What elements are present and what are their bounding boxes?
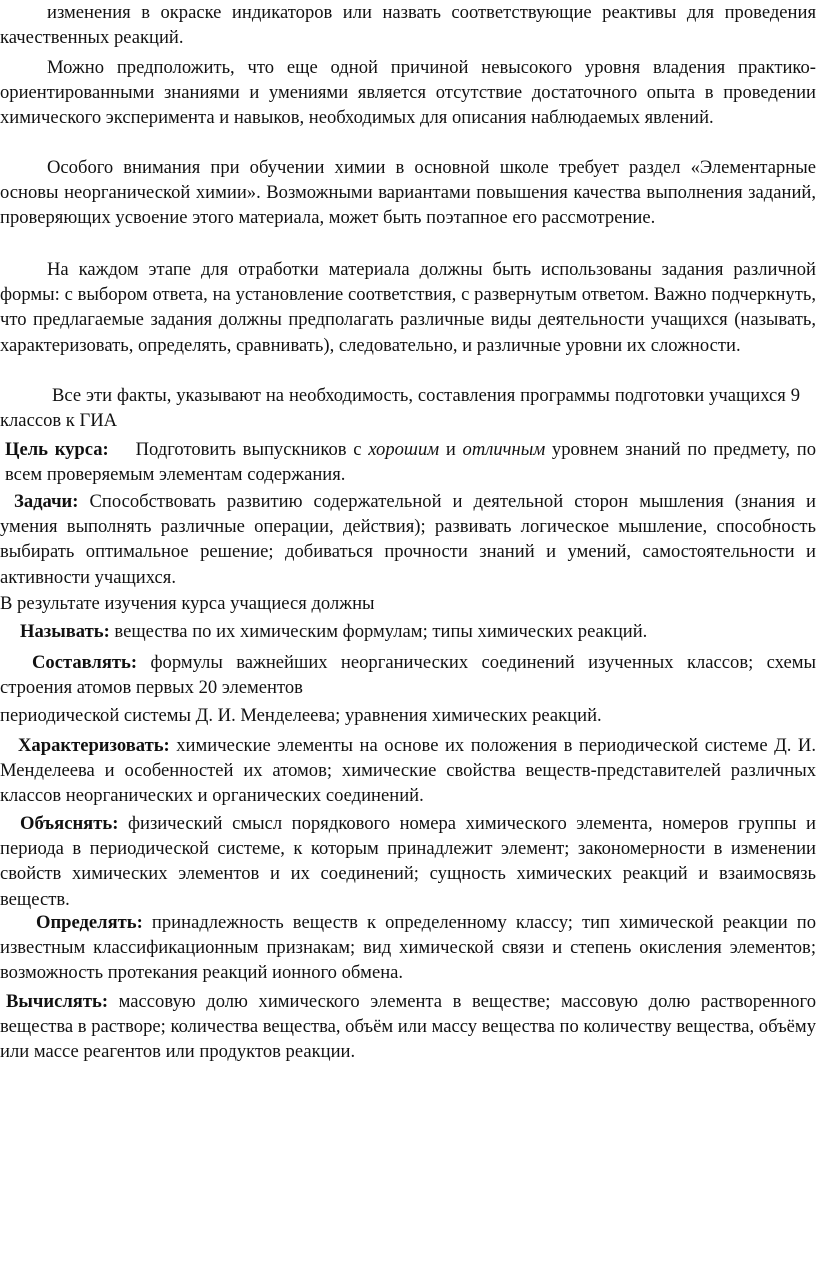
paragraph-facts: Все эти факты, указывают на необходимость, составления программы подготовки учащихся 9 классов к ГИА (0, 385, 800, 432)
skill-determine (0, 910, 816, 986)
skill-name-label: Называть: (20, 621, 110, 642)
course-goal-text-b: уровнем знаний по предмету, по всем проверяемым элементам содержания. (5, 439, 816, 486)
skill-explain (0, 811, 816, 912)
paragraph-task-forms: На каждом этапе для отработки материала должны быть использованы задания различной формы: с выбором ответа, на установление соответствия, с развернутым ответом. Важно подчеркнуть, что предлагаемые задания должны предполагать различные виды деятельности учащихся (называть, характеризовать, определять, сравнивать), следовательно, и различные уровни их сложности. (0, 259, 816, 356)
skill-characterize-text: химические элементы на основе их положения в периодической системе Д. И. Менделеева и особенностей их атомов; химические свойства веществ-представителей различных классов неорганических и органических соединений. (0, 735, 816, 807)
skill-name (0, 619, 816, 644)
course-tasks-text: Способствовать развитию содержательной и деятельной сторон мышления (знания и умения выполнять различные операции, действия); развивать логическое мышление, способность выбирать оптимальное решение; добиваться прочности знаний и умений, самостоятельности и активности учащихся. (0, 491, 816, 588)
paragraph-section-attention: Особого внимания при обучении химии в основной школе требует раздел «Элементарные основы неорганической химии». Возможными вариантами повышения качества выполнения заданий, проверяющих усвоение этого материала, может быть поэтапное его рассмотрение. (0, 157, 816, 229)
result-intro: В результате изучения курса учащиеся должны (0, 593, 375, 614)
skill-calculate-label: Вычислять: (6, 991, 109, 1012)
course-goal-italic-excellent: отличным (462, 439, 546, 460)
paragraph-reason: Можно предположить, что еще одной причиной невысокого уровня владения практико-ориентированными знаниями и умениями является отсутствие достаточного опыта в проведении химического эксперимента и навыков, необходимых для описания наблюдаемых явлений. (0, 57, 816, 129)
skill-characterize-label: Характеризовать: (18, 735, 170, 756)
course-goal-label: Цель курса: (5, 439, 109, 460)
course-goal-text-a: Подготовить выпускников с (135, 439, 362, 460)
skill-compose-text: формулы важнейших неорганических соединений изученных классов; схемы строения атомов первых 20 элементов (0, 652, 816, 699)
course-goal-italic-good: хорошим (368, 439, 440, 460)
skill-compose-label: Составлять: (32, 652, 138, 673)
skill-explain-label: Объяснять: (20, 813, 119, 834)
skill-characterize (0, 733, 816, 809)
skill-determine-label: Определять: (36, 912, 143, 933)
skill-name-text: вещества по их химическим формулам; типы химических реакций. (114, 621, 648, 642)
course-goal (0, 437, 816, 487)
course-tasks (0, 489, 816, 590)
skill-explain-text: физический смысл порядкового номера химического элемента, номеров группы и периода в периодической системе, к которым принадлежит элемент; закономерности в изменении свойств химических элементов и их соединений; сущность химических реакций и взаимосвязь веществ. (0, 813, 816, 910)
course-goal-and: и (445, 439, 456, 460)
skill-compose (0, 650, 816, 700)
skill-calculate-text: массовую долю химического элемента в веществе; массовую долю растворенного вещества в растворе; количества вещества, объём или массу вещества по количеству вещества, объёму или массе реагентов или продуктов реакции. (0, 991, 816, 1063)
skill-compose-continued: периодической системы Д. И. Менделеева; уравнения химических реакций. (0, 705, 602, 726)
skill-calculate (0, 989, 816, 1065)
paragraph-indicators: изменения в окраске индикаторов или назвать соответствующие реактивы для проведения качественных реакций. (0, 2, 816, 49)
course-tasks-label: Задачи: (14, 491, 79, 512)
skill-determine-text: принадлежность веществ к определенному классу; тип химической реакции по известным классификационным признакам; вид химической связи и степень окисления элементов; возможность протекания реакций ионного обмена. (0, 912, 816, 984)
